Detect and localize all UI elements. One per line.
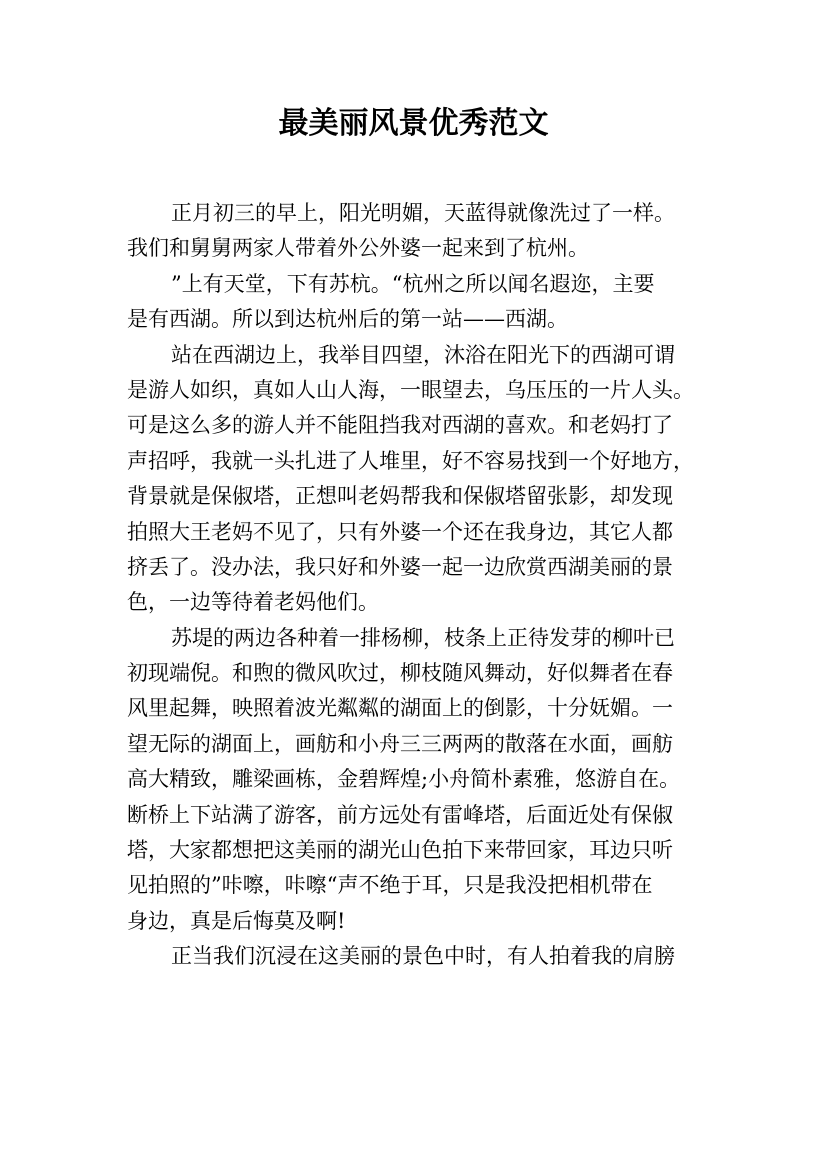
text-line: 塔，大家都想把这美丽的湖光山色拍下来带回家，耳边只听 [127, 838, 673, 863]
text-line: 断桥上下站满了游客，前方远处有雷峰塔，后面近处有保俶 [127, 802, 673, 827]
text-line: 正月初三的早上，阳光明媚，天蓝得就像洗过了一样。 [171, 201, 675, 225]
text-line: 声招呼，我就一头扎进了人堆里，好不容易找到一个好地方， [127, 448, 694, 473]
text-line: 挤丢了。没办法，我只好和外婆一起一边欣赏西湖美丽的景 [127, 554, 673, 579]
text-line: 望无际的湖面上，画舫和小舟三三两两的散落在水面，画舫 [127, 731, 673, 756]
text-line: 色，一边等待着老妈他们。 [127, 590, 379, 615]
text-line: 身边，真是后悔莫及啊! [127, 908, 346, 933]
text-line: 是游人如织，真如人山人海，一眼望去，乌压压的一片人头。 [127, 377, 694, 402]
text-line: 高大精致，雕梁画栋，金碧辉煌;小舟简朴素雅，悠游自在。 [127, 767, 681, 792]
text-line: 风里起舞，映照着波光粼粼的湖面上的倒影，十分妩媚。一 [127, 696, 673, 721]
text-line: ”上有天堂，下有苏杭。“杭州之所以闻名遐迩，主要 [171, 271, 655, 296]
document-body [127, 196, 717, 975]
text-line: 苏堤的两边各种着一排杨柳，枝条上正待发芽的柳叶已 [171, 625, 675, 650]
text-line: 初现端倪。和煦的微风吹过，柳枝随风舞动，好似舞者在春 [127, 661, 673, 686]
text-line: 拍照大王老妈不见了，只有外婆一个还在我身边，其它人都 [127, 519, 673, 544]
document-title: 最美丽风景优秀范文 [278, 106, 549, 141]
text-line: 见拍照的”咔嚓，咔嚓“声不绝于耳，只是我没把相机带在 [127, 873, 653, 898]
text-line: 是有西湖。所以到达杭州后的第一站——西湖。 [127, 307, 568, 332]
text-line: 正当我们沉浸在这美丽的景色中时，有人拍着我的肩膀 [171, 944, 675, 969]
text-line: 可是这么多的游人并不能阻挡我对西湖的喜欢。和老妈打了 [127, 413, 673, 438]
text-line: 我们和舅舅两家人带着外公外婆一起来到了杭州。 [127, 236, 589, 261]
text-line: 背景就是保俶塔，正想叫老妈帮我和保俶塔留张影，却发现 [127, 484, 673, 509]
text-line: 站在西湖边上，我举目四望，沐浴在阳光下的西湖可谓 [171, 342, 675, 367]
